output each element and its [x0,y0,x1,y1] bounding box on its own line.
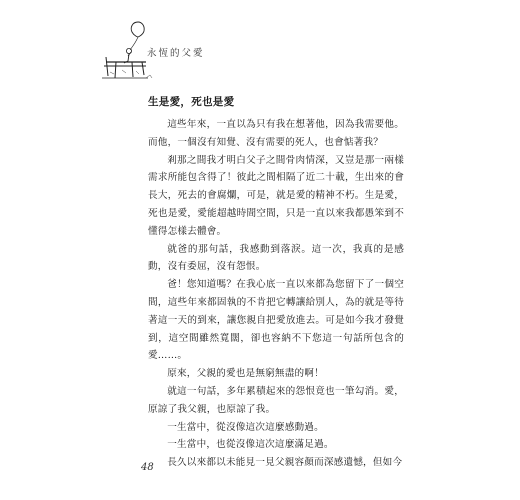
section-heading: 生是愛，死也是愛 [148,96,235,108]
paragraph: 這些年來，一直以為只有我在想著他，因為我需要他。而他，一個沒有知覺、沒有需要的死人，也會惦著我？ [148,119,404,148]
running-header [102,20,252,80]
paragraph: 爸！您知道嗎？在我心底一直以來都為您留下了一個空間，這些年來都固執的不肯把它轉讓給別人，為的就是等待著這一天的到來，讓您親自把愛放進去。可是如今我才發覺到，這空間雖然寬闊，卻也容納不下您這一句話所包含的愛……。 [148,279,404,362]
paragraph: 長久以來都以未能見一見父親容顏而深感遺憾，但如今 [167,457,403,469]
paragraph: 剎那之間我才明白父子之間骨肉情深，又豈是那一兩樣需求所能包含得了！彼此之間相隔了近二十載，生出來的會長大，死去的會腐爛，可是，就是愛的精神不朽。生是愛，死也是愛，愛能超越時間空間，只是一直以來我都愚笨到不懂得怎樣去體會。 [148,154,404,237]
series-title: 永恆的父愛 [147,48,205,59]
paragraph: 就這一句話，多年累積起來的怨恨竟也一筆勾消。愛，原諒了我父親，也原諒了我。 [148,385,404,415]
page-number: 48 [141,462,154,473]
page-body [148,94,404,472]
paragraph: 一生當中，也從沒像這次這麼滿足過。 [167,439,334,451]
paragraph: 一生當中，從沒像這次這麼感動過。 [167,421,324,433]
paragraph: 就爸的那句話，我感動到落淚。這一次，我真的是感動，沒有委屈，沒有怨恨。 [148,243,404,273]
paragraph: 原來，父親的愛也是無窮無盡的啊！ [167,368,324,380]
